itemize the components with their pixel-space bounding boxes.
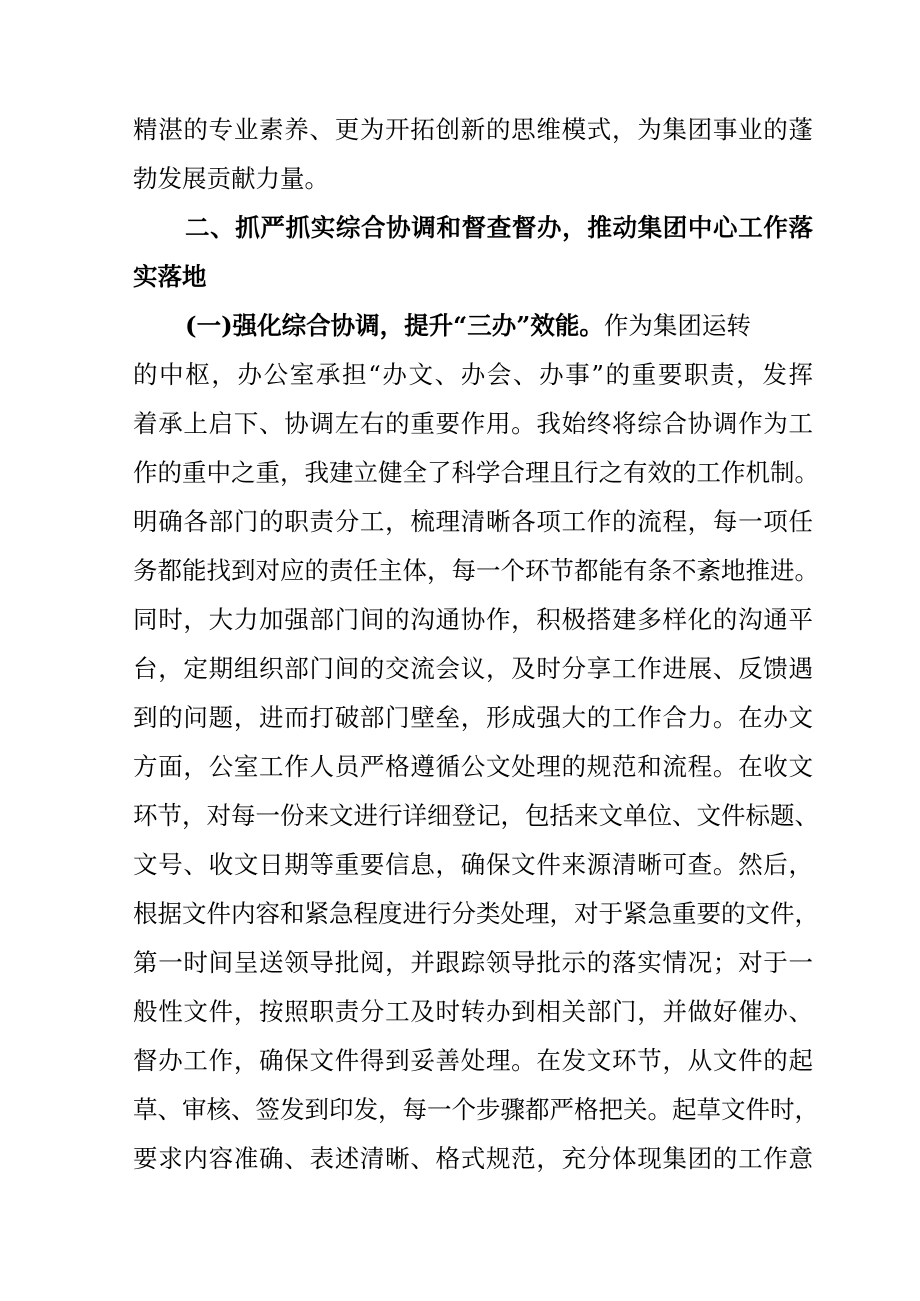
paragraph-line: 般性文件，按照职责分工及时转办到相关部门，并做好催办、 [133, 997, 813, 1026]
section-heading-line: 实落地 [133, 262, 207, 291]
paragraph-line: 务都能找到对应的责任主体，每一个环节都能有条不紊地推进。 [133, 556, 819, 585]
paragraph-line: 草、审核、签发到印发，每一个步骤都严格把关。起草文件时， [133, 1095, 819, 1124]
paragraph-line: 着承上启下、协调左右的重要作用。我始终将综合协调作为工 [133, 409, 813, 438]
paragraph-line: 根据文件内容和紧急程度进行分类处理，对于紧急重要的文件， [133, 899, 819, 928]
paragraph-line: 到的问题，进而打破部门壁垒，形成强大的工作合力。在办文 [133, 703, 813, 732]
paragraph-line: 作的重中之重，我建立健全了科学合理且行之有效的工作机制。 [133, 458, 819, 487]
paragraph-text: 作为集团运转 [603, 311, 751, 340]
section-heading-line: 二、抓严抓实综合协调和督查督办，推动集团中心工作落 [185, 213, 813, 242]
paragraph-line: 勃发展贡献力量。 [133, 164, 329, 193]
paragraph-line: 的中枢，办公室承担“办文、办会、办事”的重要职责，发挥 [133, 360, 813, 389]
paragraph-line: 环节，对每一份来文进行详细登记，包括来文单位、文件标题、 [133, 801, 819, 830]
subsection-heading: (一)强化综合协调，提升“三办”效能。 [185, 311, 604, 340]
paragraph-line: 明确各部门的职责分工，梳理清晰各项工作的流程，每一项任 [133, 507, 813, 536]
paragraph-line: 要求内容准确、表述清晰、格式规范，充分体现集团的工作意 [133, 1144, 813, 1173]
paragraph-line: 督办工作，确保文件得到妥善处理。在发文环节，从文件的起 [133, 1046, 813, 1075]
paragraph-line: 第一时间呈送领导批阅，并跟踪领导批示的落实情况；对于一 [133, 948, 813, 977]
paragraph-line: 方面，公室工作人员严格遵循公文处理的规范和流程。在收文 [133, 752, 813, 781]
subsection-first-line [185, 311, 813, 341]
paragraph-line: 文号、收文日期等重要信息，确保文件来源清晰可查。然后， [133, 850, 813, 879]
paragraph-line: 精湛的专业素养、更为开拓创新的思维模式，为集团事业的蓬 [133, 115, 813, 144]
paragraph-line: 同时，大力加强部门间的沟通协作，积极搭建多样化的沟通平 [133, 605, 813, 634]
paragraph-line: 台，定期组织部门间的交流会议，及时分享工作进展、反馈遇 [133, 654, 813, 683]
